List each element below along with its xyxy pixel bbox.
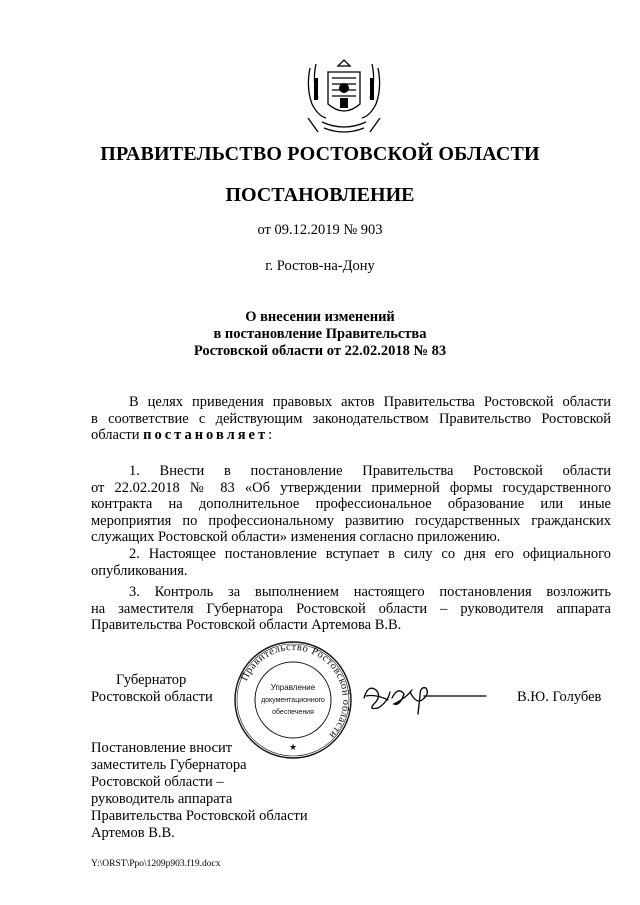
submitter-line: Постановление вносит	[91, 740, 233, 756]
text-line: 1. Внести в постановление Правительства Ростовской области	[129, 463, 611, 479]
submitter-line: Ростовской области –	[91, 774, 224, 790]
text-line: служащих Ростовской области» изменения согласно приложению.	[91, 529, 501, 545]
item-2-paragraph	[91, 546, 611, 579]
text-fragment: области	[91, 427, 144, 443]
decree-keyword: постановляет	[143, 427, 269, 443]
document-date-number: от 09.12.2019 № 903	[257, 222, 383, 238]
subject-line: в постановление Правительства	[213, 326, 427, 342]
document-type: ПОСТАНОВЛЕНИЕ	[225, 184, 415, 206]
stamp-center-line: обеспечения	[272, 709, 314, 716]
signer-position-line1: Губернатор	[116, 672, 187, 688]
submitter-block	[91, 740, 308, 842]
handwritten-signature	[360, 676, 490, 718]
stamp-star-icon: ★	[288, 742, 298, 752]
item-3-paragraph	[91, 584, 611, 634]
submitter-line: Правительства Ростовской области	[91, 808, 308, 824]
text-line: контракта на дополнительное профессиональное образование или иные	[91, 496, 611, 512]
submitter-line: Артемов В.В.	[91, 825, 175, 841]
stamp-ring-text: Правительство Ростовской области	[239, 641, 352, 741]
document-city: г. Ростов-на-Дону	[265, 258, 375, 274]
text-line: 2. Настоящее постановление вступает в силу со дня его официального	[129, 546, 611, 562]
signer-name: В.Ю. Голубев	[517, 689, 602, 705]
preamble-paragraph	[91, 394, 611, 444]
text-line: мероприятия по профессиональному развитию государственных гражданских	[91, 512, 611, 529]
text-line: 3. Контроль за выполнением настоящего постановления возложить	[129, 584, 611, 600]
document-subject	[0, 309, 640, 360]
item-1-paragraph	[91, 463, 611, 546]
subject-line: О внесении изменений	[245, 309, 395, 325]
subject-line: Ростовской области от 22.02.2018 № 83	[193, 343, 447, 359]
text-line: В целях приведения правовых актов Правительства Ростовской области	[129, 394, 611, 410]
text-line: на заместителя Губернатора Ростовской области – руководителя аппарата	[91, 600, 611, 617]
stamp-center-line: документационного	[261, 697, 325, 704]
file-path-footer: Y:\ORST\Ppo\1209p903.f19.docx	[91, 859, 221, 869]
submitter-line: заместитель Губернатора	[91, 757, 247, 773]
text-line	[91, 427, 611, 444]
coat-of-arms-icon	[302, 58, 386, 138]
text-line: опубликования.	[91, 562, 188, 579]
text-fragment: :	[268, 427, 273, 443]
submitter-line: руководитель аппарата	[91, 791, 233, 807]
government-title: ПРАВИТЕЛЬСТВО РОСТОВСКОЙ ОБЛАСТИ	[100, 143, 540, 165]
stamp-center-line: Управление	[270, 683, 316, 692]
text-line: от 22.02.2018 № 83 «Об утверждении примерной формы государственного	[91, 479, 611, 496]
text-line: Правительства Ростовской области Артемова В.В.	[91, 617, 402, 633]
signer-position-line2: Ростовской области	[91, 689, 213, 705]
text-line: в соответствие с действующим законодательством Правительство Ростовской	[91, 410, 611, 427]
